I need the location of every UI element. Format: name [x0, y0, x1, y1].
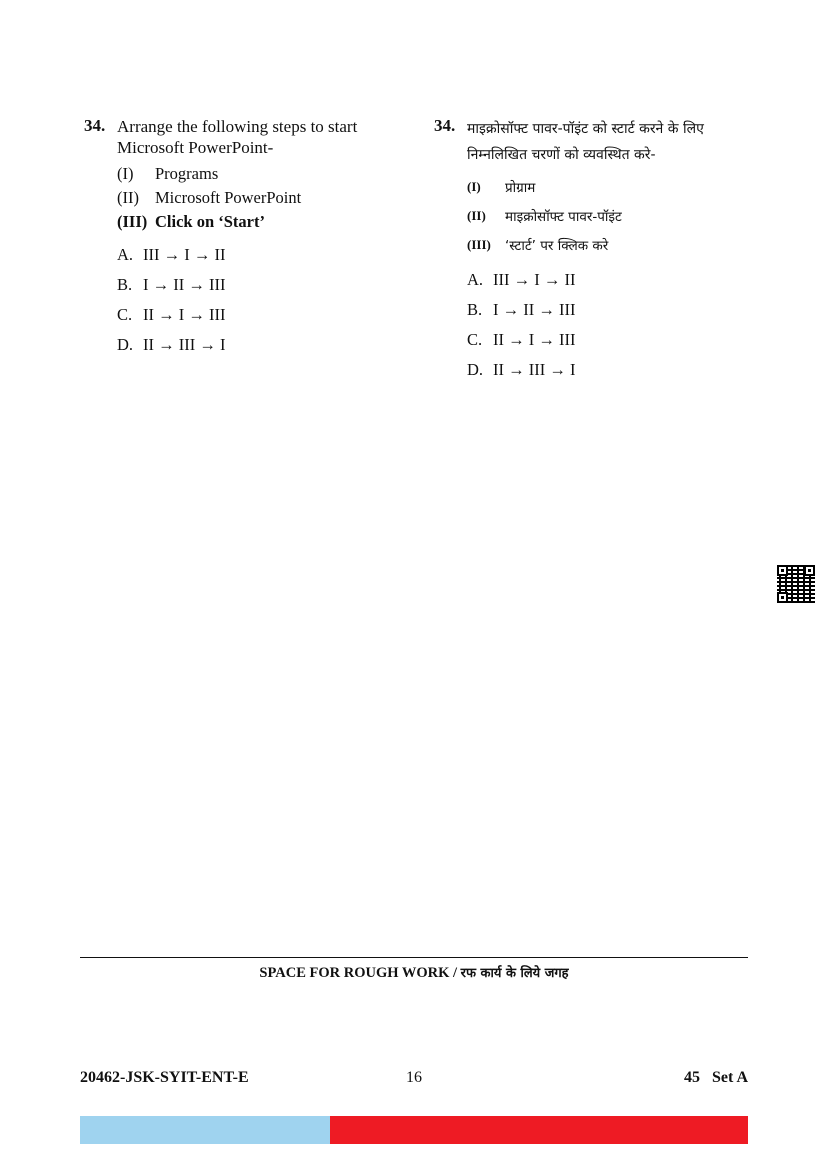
step-numeral: (II): [117, 188, 139, 207]
step-text: ‘स्टार्ट’ पर क्लिक करे: [505, 237, 609, 254]
option-letter: C.: [467, 330, 483, 349]
page-number: 16: [406, 1069, 422, 1086]
option-letter: D.: [117, 335, 134, 354]
question-text: Arrange the following steps to start Microsoft PowerPoint-: [117, 117, 358, 157]
step-numeral: (II): [467, 207, 486, 223]
option-letter: C.: [117, 305, 133, 324]
step-item: [467, 230, 764, 259]
step-text: माइक्रोसॉफ्ट पावर-पॉइंट: [505, 208, 622, 225]
option-letter: B.: [117, 275, 133, 294]
option-list: [467, 265, 764, 385]
option-d: [467, 355, 764, 385]
question-header: [434, 116, 764, 168]
option-text: II → I → III: [493, 330, 576, 349]
option-list: [117, 240, 404, 360]
step-numeral: (I): [467, 178, 481, 194]
question-number: 34.: [434, 116, 456, 135]
qr-finder: [777, 592, 788, 603]
rough-work-heading: [80, 963, 748, 982]
option-c: [117, 300, 404, 330]
step-item: [467, 172, 764, 201]
step-item: [117, 210, 404, 234]
step-list: [467, 172, 764, 259]
qr-code-icon: [777, 565, 815, 603]
option-b: [117, 270, 404, 300]
option-text: I → II → III: [143, 275, 226, 294]
step-text: प्रोग्राम: [505, 179, 536, 196]
step-numeral: (III): [117, 212, 148, 231]
step-text: Microsoft PowerPoint: [155, 188, 302, 207]
option-text: II → III → I: [143, 335, 226, 354]
option-a: [467, 265, 764, 295]
option-text: I → II → III: [493, 300, 576, 319]
option-letter: A.: [117, 245, 134, 264]
step-item: [117, 186, 404, 210]
option-a: [117, 240, 404, 270]
page-footer: [80, 1069, 748, 1091]
option-text: III → I → II: [493, 270, 576, 289]
question-header: [84, 116, 404, 158]
option-c: [467, 325, 764, 355]
qr-finder: [804, 565, 815, 576]
set-label: 45 Set A: [684, 1069, 748, 1086]
option-d: [117, 330, 404, 360]
footer-bar-red: [330, 1116, 748, 1144]
rough-work-divider: [80, 957, 748, 958]
step-item: [467, 201, 764, 230]
footer-bar-blue: [80, 1116, 330, 1144]
question-number: 34.: [84, 116, 106, 135]
option-letter: B.: [467, 300, 483, 319]
step-text: Click on ‘Start’: [155, 212, 265, 231]
step-text: Programs: [155, 164, 219, 183]
option-b: [467, 295, 764, 325]
option-text: III → I → II: [143, 245, 226, 264]
option-text: II → III → I: [493, 360, 576, 379]
paper-code: 20462-JSK-SYIT-ENT-E: [80, 1069, 249, 1086]
question-hindi: [434, 116, 764, 385]
qr-finder: [777, 565, 788, 576]
step-numeral: (I): [117, 164, 134, 183]
question-english: [84, 116, 404, 360]
option-text: II → I → III: [143, 305, 226, 324]
option-letter: D.: [467, 360, 484, 379]
step-list: [117, 162, 404, 234]
rough-work-english: SPACE FOR ROUGH WORK /: [259, 965, 458, 981]
question-text: माइक्रोसॉफ्ट पावर-पॉइंट को स्टार्ट करने के लिए निम्नलिखित चरणों को व्यवस्थित करे-: [467, 121, 704, 163]
step-numeral: (III): [467, 236, 491, 252]
option-letter: A.: [467, 270, 484, 289]
step-item: [117, 162, 404, 186]
rough-work-hindi: रफ कार्य के लिये जगह: [460, 966, 569, 981]
